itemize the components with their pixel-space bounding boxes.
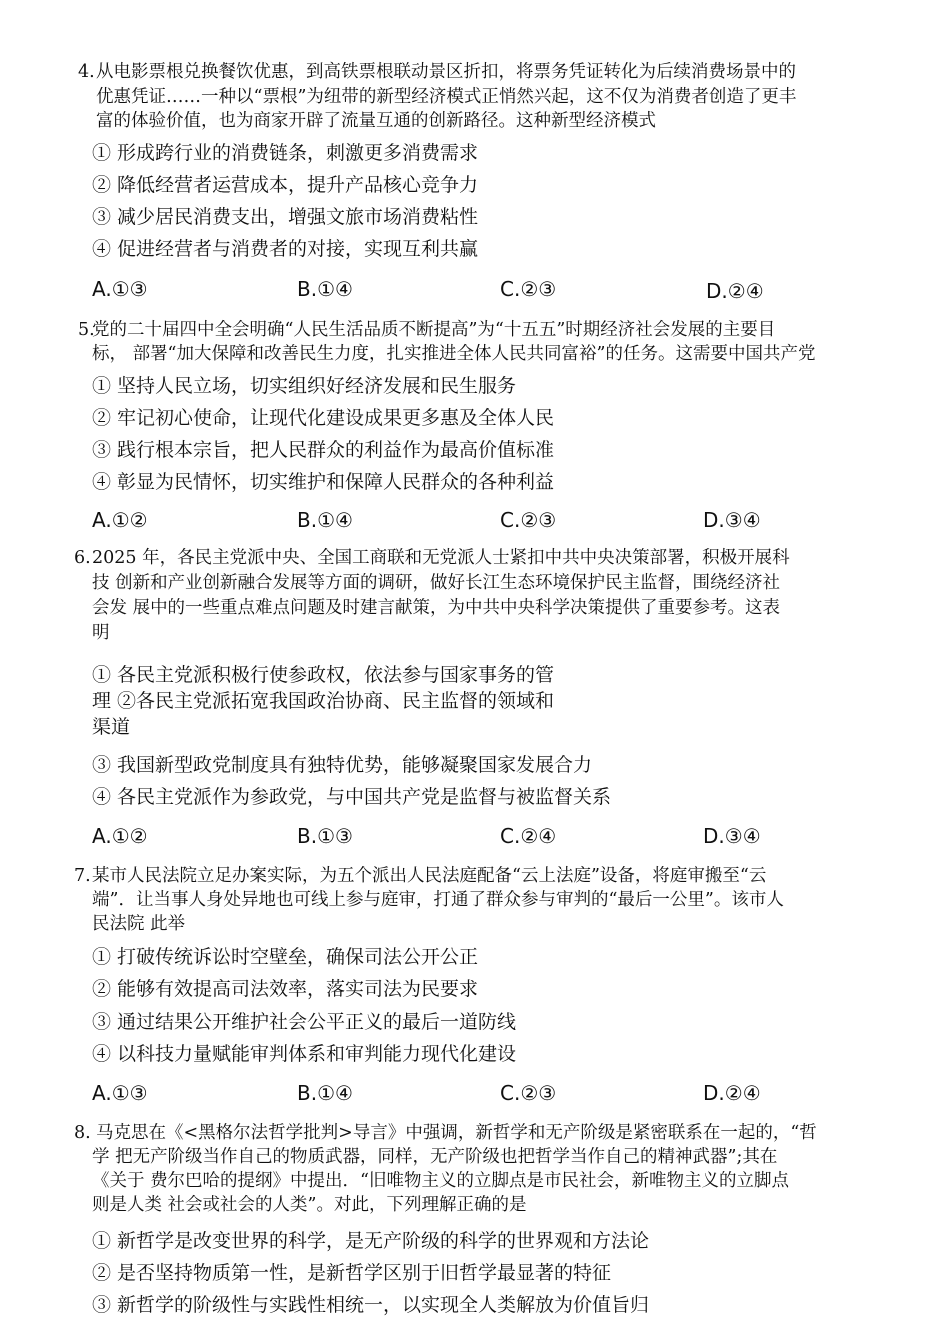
choice-b: B.①③ xyxy=(297,824,353,848)
question-number: 5. xyxy=(78,320,95,340)
choice-b: B.①④ xyxy=(297,277,353,301)
question-stem-line: 学 把无产阶级当作自己的物质武器，同样，无产阶级也把哲学当作自己的精神武器”;其在 xyxy=(92,1147,778,1167)
question-stem-line: 党的二十届四中全会明确“人民生活品质不断提高”为“十五五”时期经济社会发展的主要目 xyxy=(92,320,776,340)
statement-2: ② 是否坚持物质第一性，是新哲学区别于旧哲学最显著的特征 xyxy=(92,1262,612,1284)
choice-c: C.②③ xyxy=(500,277,557,301)
choice-d: D.②④ xyxy=(703,1081,761,1105)
statement-1: ① 打破传统诉讼时空壁垒，确保司法公开公正 xyxy=(92,946,479,968)
question-stem-line: 标， 部署“加大保障和改善民生力度，扎实推进全体人民共同富裕”的任务。这需要中国共产党 xyxy=(92,344,816,364)
question-stem-line: 马克思在《<黑格尔法哲学批判>导言》中强调，新哲学和无产阶级是紧密联系在一起的，“哲 xyxy=(96,1123,817,1143)
statement-1: ① 坚持人民立场，切实组织好经济发展和民生服务 xyxy=(92,375,517,397)
question-stem-line: 端”．让当事人身处异地也可线上参与庭审，打通了群众参与审判的“最后一公里”。该市人 xyxy=(92,890,784,910)
statement-3: ③ 践行根本宗旨，把人民群众的利益作为最高价值标准 xyxy=(92,439,555,461)
statement-2: ② 降低经营者运营成本，提升产品核心竞争力 xyxy=(92,174,479,196)
statement-3: ③ 我国新型政党制度具有独特优势，能够凝聚国家发展合力 xyxy=(92,754,593,776)
choice-a: A.①③ xyxy=(92,277,148,301)
statement-4: ④ 各民主党派作为参政党，与中国共产党是监督与被监督关系 xyxy=(92,786,612,808)
statement-4: ④ 彰显为民情怀，切实维护和保障人民群众的各种利益 xyxy=(92,471,555,493)
statement-1: ① 形成跨行业的消费链条，刺激更多消费需求 xyxy=(92,142,479,164)
question-stem-line: 《关于 费尔巴哈的提纲》中提出．“旧唯物主义的立脚点是市民社会，新唯物主义的立脚点 xyxy=(92,1171,790,1191)
choice-a: A.①② xyxy=(92,824,148,848)
choice-d: D.③④ xyxy=(703,508,761,532)
question-stem-line: 优惠凭证……一种以“票根”为纽带的新型经济模式正悄然兴起，这不仅为消费者创造了更丰 xyxy=(96,87,797,107)
choice-b: B.①④ xyxy=(297,508,353,532)
question-stem-line: 则是人类 社会或社会的人类”。对此，下列理解正确的是 xyxy=(92,1195,527,1215)
statement-4: ④ 以科技力量赋能审判体系和审判能力现代化建设 xyxy=(92,1043,517,1065)
statement-3: ③ 减少居民消费支出，增强文旅市场消费粘性 xyxy=(92,206,479,228)
choice-d: D.②④ xyxy=(706,279,764,303)
statement-2: ② 牢记初心使命，让现代化建设成果更多惠及全体人民 xyxy=(92,407,555,429)
choice-a: A.①② xyxy=(92,508,148,532)
question-number: 6. xyxy=(74,548,91,568)
question-stem-line: 从电影票根兑换餐饮优惠，到高铁票根联动景区折扣，将票务凭证转化为后续消费场景中的 xyxy=(96,62,796,82)
statement-3: ③ 通过结果公开维护社会公平正义的最后一道防线 xyxy=(92,1011,517,1033)
question-stem-line: 技 创新和产业创新融合发展等方面的调研，做好长江生态环境保护民主监督，围绕经济社 xyxy=(92,573,781,593)
statement-3: ③ 新哲学的阶级性与实践性相统一，以实现全人类解放为价值旨归 xyxy=(92,1294,650,1316)
statement-4: ④ 促进经营者与消费者的对接，实现互利共赢 xyxy=(92,238,479,260)
statement-2: ② 能够有效提高司法效率，落实司法为民要求 xyxy=(92,978,479,1000)
question-stem-line: 2025 年，各民主党派中央、全国工商联和无党派人士紧扣中共中央决策部署，积极开展科 xyxy=(92,548,790,568)
statement-1: ① 各民主党派积极行使参政权，依法参与国家事务的管 xyxy=(92,664,555,686)
question-stem-line: 某市人民法院立足办案实际，为五个派出人民法庭配备“云上法庭”设备，将庭审搬至“云 xyxy=(92,866,767,886)
choice-d: D.③④ xyxy=(703,824,761,848)
choice-b: B.①④ xyxy=(297,1081,353,1105)
question-stem-line: 明 xyxy=(92,623,110,643)
choice-c: C.②③ xyxy=(500,508,557,532)
question-number: 4. xyxy=(78,62,95,82)
question-number: 8. xyxy=(74,1123,91,1143)
statement-1: ① 新哲学是改变世界的科学，是无产阶级的科学的世界观和方法论 xyxy=(92,1230,650,1252)
question-stem-line: 民法院 此举 xyxy=(92,914,186,934)
statement-2: 理 ②各民主党派拓宽我国政治协商、民主监督的领域和 xyxy=(92,690,555,712)
choice-a: A.①③ xyxy=(92,1081,148,1105)
question-stem-line: 会发 展中的一些重点难点问题及时建言献策，为中共中央科学决策提供了重要参考。这表 xyxy=(92,598,781,618)
question-stem-line: 富的体验价值，也为商家开辟了流量互通的创新路径。这种新型经济模式 xyxy=(96,111,656,131)
question-number: 7. xyxy=(74,866,91,886)
statement-2-continued: 渠道 xyxy=(92,716,131,738)
choice-c: C.②③ xyxy=(500,1081,557,1105)
choice-c: C.②④ xyxy=(500,824,557,848)
